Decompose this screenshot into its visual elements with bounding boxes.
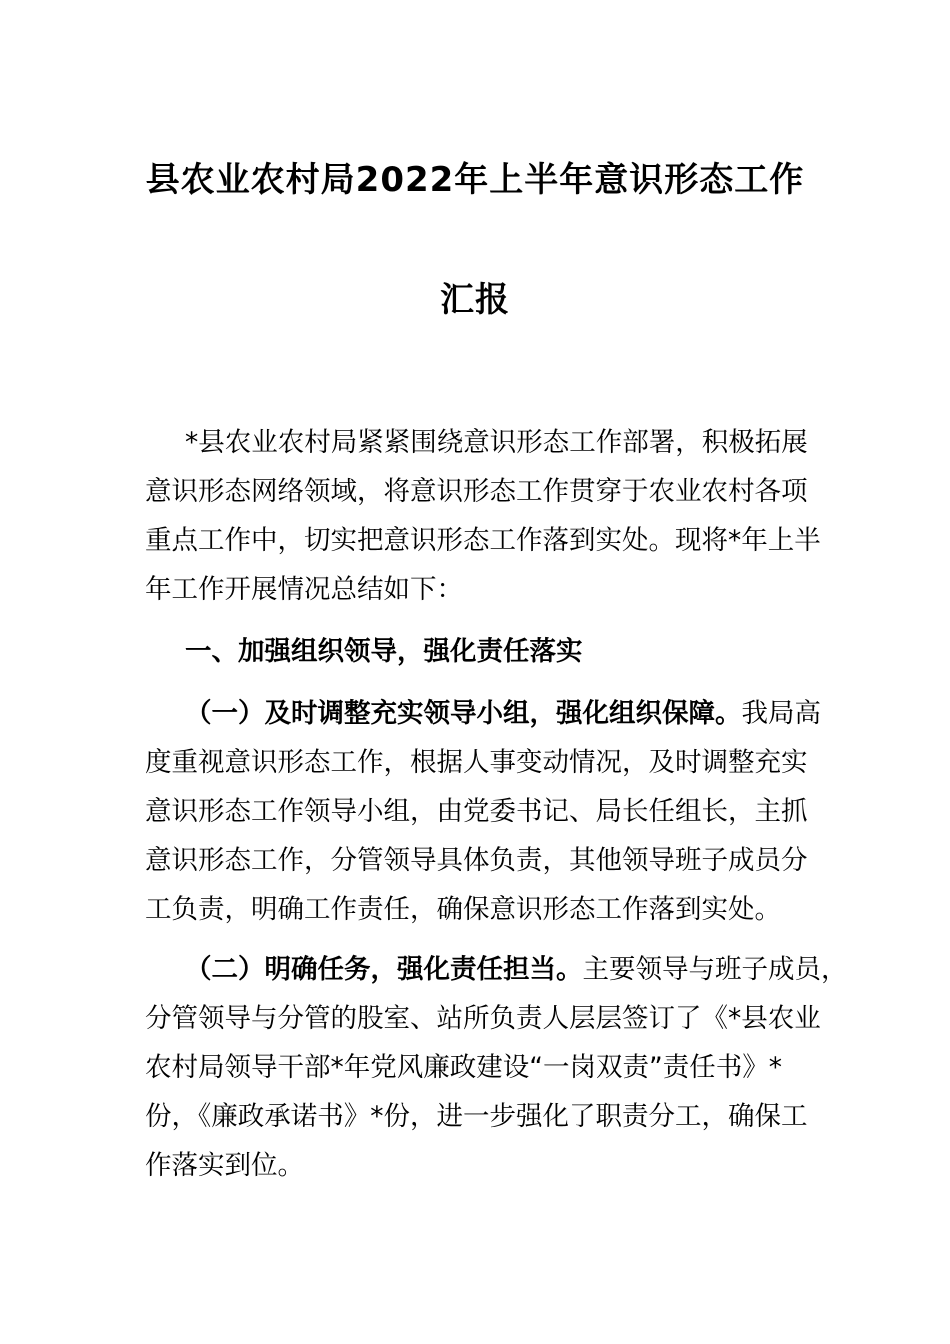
intro-line: 意识形态网络领域，将意识形态工作贯穿于农业农村各项 [145, 476, 808, 507]
paragraph-first-line [145, 689, 821, 738]
intro-line: 年工作开展情况总结如下： [145, 574, 463, 605]
paragraph-line: 作落实到位。 [145, 1150, 304, 1181]
subsection-lead-2: （二）明确任务，强化责任担当。 [185, 954, 583, 985]
subsection-paragraph-1 [145, 689, 821, 934]
paragraph-first-line [145, 945, 848, 994]
paragraph-line: 份，《廉政承诺书》*份，进一步强化了职责分工，确保工 [145, 1101, 808, 1132]
subsection-lead-1: （一）及时调整充实领导小组，强化组织保障。 [185, 698, 742, 729]
paragraph-line: 意识形态工作领导小组，由党委书记、局长任组长，主抓 [145, 796, 808, 827]
paragraph-text: 我局高 [741, 698, 821, 729]
document-title-line-2: 汇报 [440, 280, 510, 320]
intro-line: 重点工作中，切实把意识形态工作落到实处。现将*年上半 [145, 525, 821, 556]
section-heading-text: 一、加强组织领导，强化责任落实 [185, 636, 583, 667]
section-heading [145, 627, 815, 676]
paragraph-line: 意识形态工作，分管领导具体负责，其他领导班子成员分 [145, 845, 808, 876]
subsection-paragraph-2 [145, 945, 848, 1190]
document-title-line-1: 县农业农村局2022年上半年意识形态工作 [145, 160, 805, 200]
paragraph-line: 度重视意识形态工作，根据人事变动情况，及时调整充实 [145, 747, 808, 778]
paragraph-text: 主要领导与班子成员， [582, 954, 848, 985]
intro-paragraph [145, 418, 821, 614]
paragraph-line: 工负责，明确工作责任，确保意识形态工作落到实处。 [145, 894, 781, 925]
paragraph-line: 农村局领导干部*年党风廉政建设“一岗双责”责任书》* [145, 1052, 782, 1083]
intro-line: *县农业农村局紧紧围绕意识形态工作部署，积极拓展 [185, 427, 808, 458]
paragraph-line: 分管领导与分管的股室、站所负责人层层签订了《*县农业 [145, 1003, 821, 1034]
